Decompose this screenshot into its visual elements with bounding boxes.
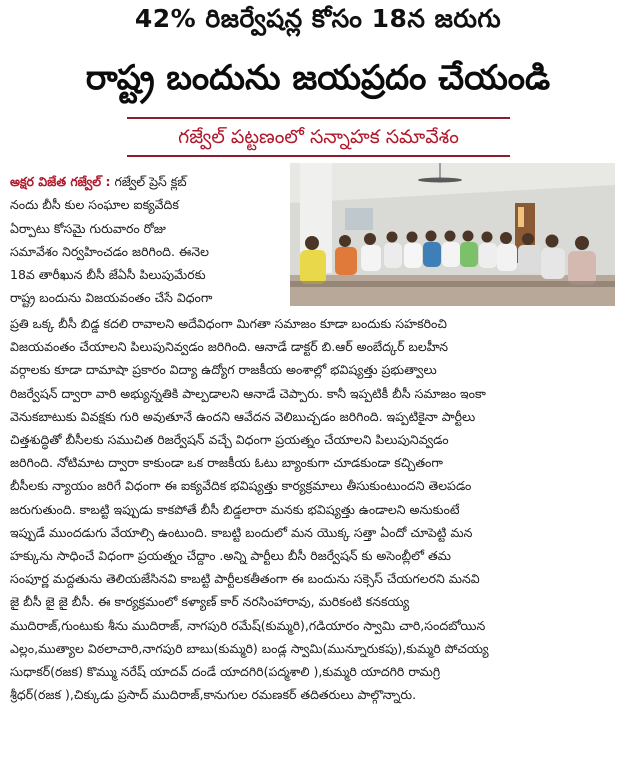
body-line: బీసీలకు న్యాయం జరిగే విధంగా ఈ ఐక్యవేదిక భవిష్యత్తు కార్యక్రమాలు తీసుకుంటుందని తెలపడం bbox=[10, 478, 472, 494]
lead-line-text: గజ్వేల్ ప్రెస్ క్లబ్ bbox=[114, 174, 187, 189]
body-line: వెనుకబాటుకు వివక్షకు గురి అవుతూనే ఉందని ఆవేదన వెలిబుచ్చడం జరిగింది. ఇప్పటికైనా పార్టీలు bbox=[10, 408, 476, 424]
body-line: హక్కును సాధించే విధంగా ప్రయత్నం చేద్దాం .అన్ని పార్టీలు బీసీ రిజర్వేషన్ కు అసెంబ్లీలో తమ bbox=[10, 548, 451, 564]
body-line: వర్గాలకు కూడా దామాషా ప్రకారం విద్యా ఉద్యోగ రాజకీయ అంశాల్లో భవిష్యత్తు ప్రభుత్వాలు bbox=[10, 362, 437, 378]
body-text bbox=[10, 312, 622, 706]
body-line: ముదిరాజ్,గుంటుకు శీను ముదిరాజ్, నాగపురి రమేష్(కుమ్మరి),గడియారం స్వామి చారి,సందబోయిన bbox=[10, 617, 486, 633]
body-line: జరుగుతుంది. కాబట్టి ఇప్పుడు కాకపోతే బీసీ బిడ్డలారా మనకు భవిష్యత్తు ఉండాలని అనుకుంటే bbox=[10, 501, 460, 517]
lead-paragraph bbox=[10, 170, 282, 310]
body-line: జై బీసీ జై జై బీసీ. ఈ కార్యక్రమంలో కళ్యాణ్ కార్ నరసింహారావు, మరికంటి కనకయ్య bbox=[10, 594, 410, 610]
subhead-frame bbox=[127, 117, 510, 157]
body-line: ప్రతి ఒక్క బీసీ బిడ్డ కదలి రావాలని అదేవిధంగా మిగతా సమాజం కూడా బందుకు సహకరించి bbox=[10, 316, 447, 331]
lead-line bbox=[10, 170, 282, 193]
lead-line: రాష్ట్ర బందును విజయవంతం చేసే విధంగా bbox=[10, 290, 213, 306]
lead-line: నందు బీసీ కుల సంఘాల ఐక్యవేదిక bbox=[10, 197, 179, 213]
subhead: గజ్వేల్ పట్టణంలో సన్నాహక సమావేశం bbox=[178, 126, 459, 148]
meeting-photo-illustration bbox=[290, 163, 615, 306]
headline: రాష్ట్ర బందును జయప్రదం చేయండి bbox=[85, 58, 551, 98]
meeting-photo bbox=[290, 163, 615, 306]
body-line: జరిగింది. నోటిమాట ద్వారా కాకుండా ఒక రాజకీయ ఓటు బ్యాంకుగా చూడకుండా కచ్చితంగా bbox=[10, 455, 443, 471]
headline-kicker: 42% రిజర్వేషన్ల కోసం 18న జరుగు bbox=[134, 4, 502, 33]
body-line: శ్రీధర్(రజక ),చిక్కుడు ప్రసాద్ ముదిరాజ్,కానుగుల రమణకర్ తదితరులు పాల్గొన్నారు. bbox=[10, 687, 417, 703]
dateline: అక్షర విజేత గజ్వేల్ : bbox=[10, 174, 111, 189]
body-line: చిత్తశుద్ధితో బీసీలకు సముచిత రిజర్వేషన్ వచ్చే విధంగా ప్రయత్నం చేయాలని పిలుపునివ్వడం bbox=[10, 432, 449, 448]
lead-line: సమావేశం నిర్వహించడం జరిగింది. ఈనెల bbox=[10, 243, 209, 259]
body-line: విజయవంతం చేయాలని పిలుపునివ్వడం జరిగింది. ఆనాడే డాక్టర్ బి.ఆర్ అంబేద్కర్ బలహీన bbox=[10, 339, 448, 355]
body-line: రిజర్వేషన్ ద్వారా వారి అభ్యున్నతికి పాల్పడాలని ఆనాడే చెప్పారు. కానీ ఇప్పటికీ బీసీ సమాజం ఇంకా bbox=[10, 385, 486, 401]
lead-line: ఏర్పాటు కోసమై గురువారం రోజు bbox=[10, 220, 166, 236]
body-line: సంపూర్ణ మద్దతును తెలియజేసినవి కాబట్టి పార్టీలకతీతంగా ఈ బందును సక్సెస్ చేయగలరని మనవి bbox=[10, 571, 480, 587]
body-line: సుధాకర్(రజక) కొమ్ము నరేష్ యాదవ్ దండే యాదగిరి(పద్మశాలి ),కుమ్మరి యాదగిరి రామగ్రి bbox=[10, 664, 441, 680]
body-line: ఎల్లం,ముత్యాల విఠలాచారి,నాగపురి బాబు(కుమ్మరి) బండ్ల స్వామి(మున్నూరుకపు),కుమ్మరి పోచయ్య bbox=[10, 640, 489, 656]
body-line: ఇప్పుడే ముందడుగు వేయాల్సి ఉంటుంది. కాబట్టి బందులో మన యొక్క సత్తా ఏందో చూపెట్టి మన bbox=[10, 524, 473, 540]
lead-line: 18వ తారీఖున బీసీ జేఏసీ పిలుపుమేరకు bbox=[10, 267, 206, 283]
